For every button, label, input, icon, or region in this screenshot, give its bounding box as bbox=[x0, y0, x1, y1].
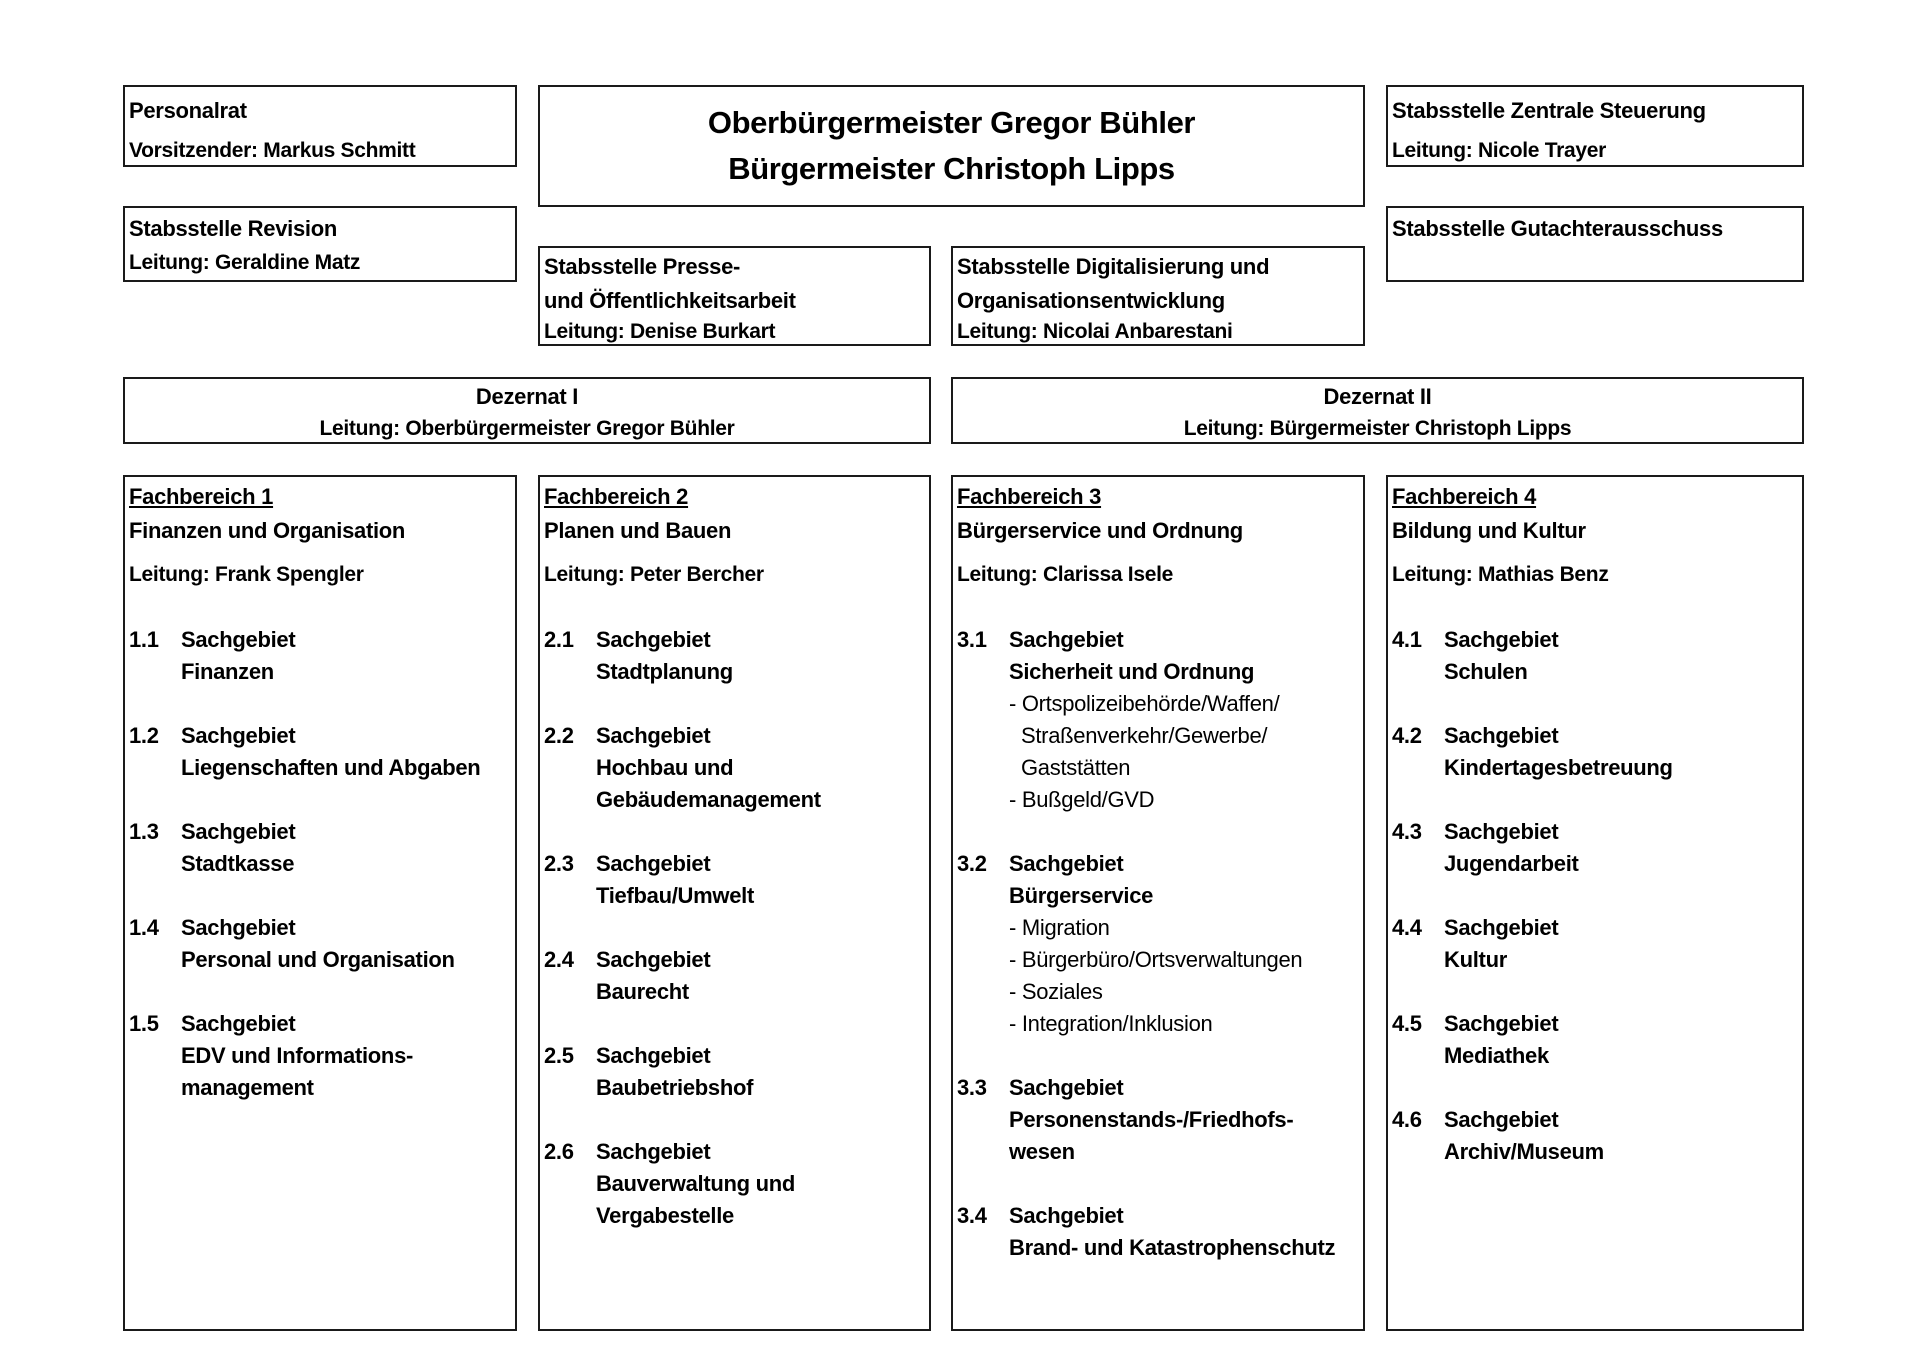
sachgebiet-name: Stadtkasse bbox=[181, 851, 295, 876]
sachgebiet-4-3 bbox=[1392, 816, 1802, 880]
sachgebiet-type: Sachgebiet bbox=[1009, 1075, 1124, 1100]
presse-box bbox=[538, 246, 931, 346]
sachgebiet-number: 3.1 bbox=[957, 627, 987, 652]
sachgebiet-number: 4.4 bbox=[1392, 915, 1422, 940]
sachgebiet-1-5 bbox=[129, 1008, 515, 1104]
revision-lead: Leitung: Geraldine Matz bbox=[129, 251, 361, 274]
gutachterausschuss-box bbox=[1386, 206, 1804, 282]
sachgebiet-3-3 bbox=[957, 1072, 1363, 1168]
sachgebiet-1-2 bbox=[129, 720, 515, 784]
sachgebiet-4-5 bbox=[1392, 1008, 1802, 1072]
sachgebiet-name: Finanzen bbox=[181, 659, 274, 684]
sachgebiet-subtask: - Bußgeld/GVD bbox=[1009, 787, 1155, 812]
digitalisierung-title-line2: Organisationsentwicklung bbox=[957, 288, 1225, 313]
sachgebiet-name: Tiefbau/Umwelt bbox=[596, 883, 754, 908]
fachbereich-4-lead: Leitung: Mathias Benz bbox=[1392, 563, 1609, 586]
fachbereich-3-name: Bürgerservice und Ordnung bbox=[957, 518, 1243, 543]
sachgebiet-number: 1.4 bbox=[129, 915, 159, 940]
sachgebiet-type: Sachgebiet bbox=[1444, 819, 1559, 844]
fachbereich-4-label: Fachbereich 4 bbox=[1392, 484, 1537, 509]
sachgebiet-3-4 bbox=[957, 1200, 1363, 1264]
sachgebiet-type: Sachgebiet bbox=[596, 947, 711, 972]
sachgebiet-type: Sachgebiet bbox=[1444, 1107, 1559, 1132]
sachgebiet-2-1 bbox=[544, 624, 929, 688]
sachgebiet-name: Stadtplanung bbox=[596, 659, 733, 684]
gutachterausschuss-title: Stabsstelle Gutachterausschuss bbox=[1392, 216, 1723, 241]
sachgebiet-number: 3.4 bbox=[957, 1203, 987, 1228]
zentrale-steuerung-lead: Leitung: Nicole Trayer bbox=[1392, 139, 1606, 162]
sachgebiet-2-2 bbox=[544, 720, 929, 816]
sachgebiet-2-6 bbox=[544, 1136, 929, 1232]
sachgebiet-4-1 bbox=[1392, 624, 1802, 688]
dezernat-2-lead: Leitung: Bürgermeister Christoph Lipps bbox=[1183, 417, 1572, 440]
mayor-box bbox=[538, 85, 1365, 207]
dezernat-1-box bbox=[123, 377, 931, 444]
sachgebiet-name: Schulen bbox=[1444, 659, 1528, 684]
digitalisierung-box bbox=[951, 246, 1365, 346]
sachgebiet-type: Sachgebiet bbox=[181, 915, 296, 940]
sachgebiet-number: 1.2 bbox=[129, 723, 159, 748]
fachbereich-1-box bbox=[123, 475, 517, 1331]
sachgebiet-number: 1.5 bbox=[129, 1011, 159, 1036]
sachgebiet-name: Sicherheit und Ordnung bbox=[1009, 659, 1255, 684]
zentrale-steuerung-title: Stabsstelle Zentrale Steuerung bbox=[1392, 98, 1706, 123]
sachgebiet-subtask-cont: Gaststätten bbox=[1021, 755, 1131, 780]
sachgebiet-type: Sachgebiet bbox=[181, 723, 296, 748]
fachbereich-2-name: Planen und Bauen bbox=[544, 518, 732, 543]
sachgebiet-type: Sachgebiet bbox=[596, 627, 711, 652]
sachgebiet-type: Sachgebiet bbox=[1444, 915, 1559, 940]
sachgebiet-type: Sachgebiet bbox=[1009, 627, 1124, 652]
sachgebiet-number: 4.5 bbox=[1392, 1011, 1422, 1036]
zentrale-steuerung-box bbox=[1386, 85, 1804, 167]
sachgebiet-number: 3.3 bbox=[957, 1075, 987, 1100]
revision-title: Stabsstelle Revision bbox=[129, 216, 337, 241]
sachgebiet-number: 2.1 bbox=[544, 627, 574, 652]
sachgebiet-type: Sachgebiet bbox=[596, 1043, 711, 1068]
sachgebiet-3-2 bbox=[957, 848, 1363, 1040]
sachgebiet-3-1 bbox=[957, 624, 1363, 816]
sachgebiet-subtask: - Soziales bbox=[1009, 979, 1103, 1004]
dezernat-2-title: Dezernat II bbox=[1323, 384, 1432, 409]
sachgebiet-4-2 bbox=[1392, 720, 1802, 784]
sachgebiet-type: Sachgebiet bbox=[596, 851, 711, 876]
sachgebiet-subtask: - Bürgerbüro/Ortsverwaltungen bbox=[1009, 947, 1303, 972]
deputy-mayor-title: Bürgermeister Christoph Lipps bbox=[728, 151, 1175, 186]
sachgebiet-type: Sachgebiet bbox=[596, 723, 711, 748]
sachgebiet-name: Liegenschaften und Abgaben bbox=[181, 755, 481, 780]
presse-lead: Leitung: Denise Burkart bbox=[544, 320, 776, 343]
sachgebiet-name: Bürgerservice bbox=[1009, 883, 1154, 908]
fachbereich-2-lead: Leitung: Peter Bercher bbox=[544, 563, 764, 586]
sachgebiet-subtask-cont: Straßenverkehr/Gewerbe/ bbox=[1021, 723, 1268, 748]
sachgebiet-name: Personenstands-/Friedhofs- bbox=[1009, 1107, 1294, 1132]
sachgebiet-1-4 bbox=[129, 912, 515, 976]
presse-title-line1: Stabsstelle Presse- bbox=[544, 254, 741, 279]
personalrat-box bbox=[123, 85, 517, 167]
sachgebiet-name-cont: Gebäudemanagement bbox=[596, 787, 821, 812]
sachgebiet-name: Kultur bbox=[1444, 947, 1507, 972]
sachgebiet-number: 4.2 bbox=[1392, 723, 1422, 748]
sachgebiet-name: Brand- und Katastrophenschutz bbox=[1009, 1235, 1336, 1260]
mayor-title: Oberbürgermeister Gregor Bühler bbox=[707, 105, 1196, 140]
sachgebiet-number: 1.3 bbox=[129, 819, 159, 844]
fachbereich-3-lead: Leitung: Clarissa Isele bbox=[957, 563, 1174, 586]
sachgebiet-1-3 bbox=[129, 816, 515, 880]
sachgebiet-name-cont: wesen bbox=[1009, 1139, 1075, 1164]
sachgebiet-number: 2.3 bbox=[544, 851, 574, 876]
sachgebiet-name-cont: management bbox=[181, 1075, 314, 1100]
sachgebiet-type: Sachgebiet bbox=[1444, 723, 1559, 748]
fachbereich-3-label: Fachbereich 3 bbox=[957, 484, 1102, 509]
fachbereich-1-label: Fachbereich 1 bbox=[129, 484, 274, 509]
personalrat-title: Personalrat bbox=[129, 98, 247, 123]
sachgebiet-number: 2.5 bbox=[544, 1043, 574, 1068]
sachgebiet-number: 2.2 bbox=[544, 723, 574, 748]
sachgebiet-number: 2.6 bbox=[544, 1139, 574, 1164]
fachbereich-4-name: Bildung und Kultur bbox=[1392, 518, 1586, 543]
sachgebiet-type: Sachgebiet bbox=[181, 1011, 296, 1036]
digitalisierung-title-line1: Stabsstelle Digitalisierung und bbox=[957, 254, 1270, 279]
sachgebiet-name: EDV und Informations- bbox=[181, 1043, 414, 1068]
personalrat-lead: Vorsitzender: Markus Schmitt bbox=[129, 139, 416, 162]
dezernat-1-title: Dezernat I bbox=[475, 384, 579, 409]
sachgebiet-name: Mediathek bbox=[1444, 1043, 1549, 1068]
sachgebiet-type: Sachgebiet bbox=[1009, 1203, 1124, 1228]
dezernat-2-box bbox=[951, 377, 1804, 444]
sachgebiet-name: Personal und Organisation bbox=[181, 947, 455, 972]
sachgebiet-type: Sachgebiet bbox=[181, 627, 296, 652]
sachgebiet-number: 4.6 bbox=[1392, 1107, 1422, 1132]
sachgebiet-number: 3.2 bbox=[957, 851, 987, 876]
sachgebiet-type: Sachgebiet bbox=[1444, 627, 1559, 652]
fachbereich-4-box bbox=[1386, 475, 1804, 1331]
revision-box bbox=[123, 206, 517, 282]
sachgebiet-4-6 bbox=[1392, 1104, 1802, 1168]
sachgebiet-name: Archiv/Museum bbox=[1444, 1139, 1604, 1164]
sachgebiet-subtask: - Integration/Inklusion bbox=[1009, 1011, 1213, 1036]
sachgebiet-type: Sachgebiet bbox=[1009, 851, 1124, 876]
sachgebiet-type: Sachgebiet bbox=[1444, 1011, 1559, 1036]
fachbereich-2-label: Fachbereich 2 bbox=[544, 484, 689, 509]
dezernat-1-lead: Leitung: Oberbürgermeister Gregor Bühler bbox=[319, 417, 735, 440]
sachgebiet-1-1 bbox=[129, 624, 515, 688]
sachgebiet-number: 4.1 bbox=[1392, 627, 1422, 652]
sachgebiet-2-4 bbox=[544, 944, 929, 1008]
sachgebiet-name: Kindertagesbetreuung bbox=[1444, 755, 1673, 780]
sachgebiet-subtask: - Migration bbox=[1009, 915, 1110, 940]
sachgebiet-name: Baurecht bbox=[596, 979, 689, 1004]
sachgebiet-type: Sachgebiet bbox=[181, 819, 296, 844]
fachbereich-2-box bbox=[538, 475, 931, 1331]
sachgebiet-name: Hochbau und bbox=[596, 755, 734, 780]
fachbereich-1-name: Finanzen und Organisation bbox=[129, 518, 406, 543]
sachgebiet-number: 1.1 bbox=[129, 627, 159, 652]
sachgebiet-name: Jugendarbeit bbox=[1444, 851, 1579, 876]
sachgebiet-name-cont: Vergabestelle bbox=[596, 1203, 734, 1228]
fachbereich-3-box bbox=[951, 475, 1365, 1331]
sachgebiet-name: Baubetriebshof bbox=[596, 1075, 754, 1100]
sachgebiet-type: Sachgebiet bbox=[596, 1139, 711, 1164]
presse-title-line2: und Öffentlichkeitsarbeit bbox=[544, 288, 796, 313]
sachgebiet-name: Bauverwaltung und bbox=[596, 1171, 796, 1196]
sachgebiet-2-5 bbox=[544, 1040, 929, 1104]
sachgebiet-subtask: - Ortspolizeibehörde/Waffen/ bbox=[1009, 691, 1280, 716]
digitalisierung-lead: Leitung: Nicolai Anbarestani bbox=[957, 320, 1233, 343]
fachbereich-1-lead: Leitung: Frank Spengler bbox=[129, 563, 364, 586]
sachgebiet-2-3 bbox=[544, 848, 929, 912]
sachgebiet-number: 2.4 bbox=[544, 947, 574, 972]
sachgebiet-4-4 bbox=[1392, 912, 1802, 976]
sachgebiet-number: 4.3 bbox=[1392, 819, 1422, 844]
